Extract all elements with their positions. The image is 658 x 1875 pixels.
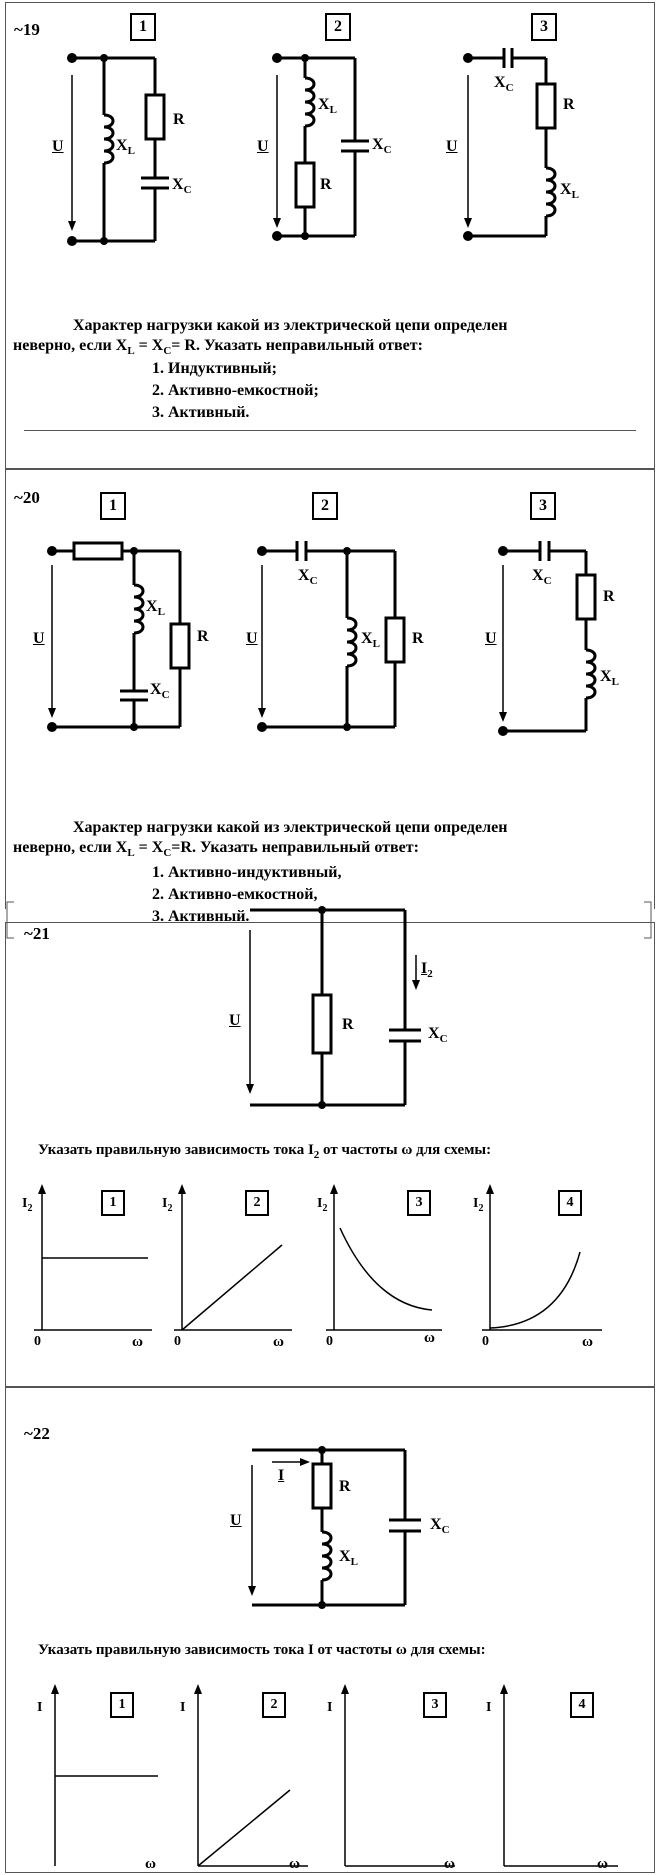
graph-number-3: 3 bbox=[407, 1190, 431, 1216]
inductance-label: $X_L$ bbox=[600, 668, 619, 689]
graph-number-3: 3 bbox=[423, 1692, 447, 1718]
resistor-label: R bbox=[342, 1016, 354, 1033]
resistor-label: R bbox=[320, 176, 332, 193]
inductance-label: $X_L$ bbox=[339, 1548, 358, 1569]
answer-option[interactable]: 2. Активно-емкостной; bbox=[152, 382, 319, 399]
graph-number-2: 2 bbox=[245, 1190, 269, 1216]
answer-option[interactable]: 1. Индуктивный; bbox=[152, 360, 277, 377]
capacitance-label: $X_C$ bbox=[494, 74, 514, 95]
current-label: I bbox=[278, 1467, 285, 1484]
circuit-number-3: 3 bbox=[531, 13, 557, 41]
voltage-label: U bbox=[229, 1012, 241, 1029]
circuit-number-3: 3 bbox=[530, 492, 556, 520]
y-axis-label: I bbox=[180, 1700, 186, 1715]
current-label: $I_2$ bbox=[421, 960, 433, 981]
circuit-number-2: 2 bbox=[325, 13, 351, 41]
graph-number-4: 4 bbox=[558, 1190, 582, 1216]
origin-label: 0 bbox=[326, 1334, 333, 1349]
capacitance-label: $X_C$ bbox=[150, 681, 170, 702]
capacitance-label: $X_C$ bbox=[428, 1025, 448, 1046]
inductance-label: $X_L$ bbox=[318, 96, 337, 117]
inductance-label: $X_L$ bbox=[560, 181, 579, 202]
resistor-label: R bbox=[563, 96, 575, 113]
capacitance-label: $X_C$ bbox=[298, 567, 318, 588]
origin-label: 0 bbox=[482, 1334, 489, 1349]
x-axis-label: ω bbox=[132, 1334, 143, 1350]
question-number: ~19 bbox=[14, 20, 40, 39]
resistor-label: R bbox=[412, 630, 424, 647]
question-number: ~21 bbox=[24, 924, 50, 943]
answer-option[interactable]: 1. Активно-индуктивный, bbox=[152, 864, 342, 881]
capacitance-label: $X_C$ bbox=[532, 567, 552, 588]
y-axis-label: $I_2$ bbox=[22, 1196, 33, 1214]
voltage-label: U bbox=[246, 630, 258, 647]
x-axis-label: ω bbox=[444, 1856, 455, 1872]
question-number: ~20 bbox=[14, 488, 40, 507]
graph-number-1: 1 bbox=[101, 1190, 125, 1216]
voltage-label: U bbox=[257, 138, 269, 155]
y-axis-label: I bbox=[327, 1700, 333, 1715]
answer-option[interactable]: 2. Активно-емкостной, bbox=[152, 886, 318, 903]
voltage-label: U bbox=[52, 138, 64, 155]
question-number: ~22 bbox=[24, 1424, 50, 1443]
x-axis-label: ω bbox=[273, 1334, 284, 1350]
origin-label: 0 bbox=[34, 1334, 41, 1349]
voltage-label: U bbox=[485, 630, 497, 647]
answer-option[interactable]: 3. Активный. bbox=[152, 908, 250, 925]
x-axis-label: ω bbox=[424, 1330, 435, 1346]
question-text: Характер нагрузки какой из электрической цепи определен неверно, если $X_L = X_C=R$. Указать неправильный ответ: bbox=[13, 819, 508, 860]
voltage-label: U bbox=[33, 630, 45, 647]
capacitance-label: $X_C$ bbox=[430, 1516, 450, 1537]
x-axis-label: ω bbox=[597, 1856, 608, 1872]
y-axis-label: $I_2$ bbox=[317, 1196, 328, 1214]
question-text: Указать правильную зависимость тока $I_2$ от частоты ω для схемы: bbox=[38, 1142, 492, 1161]
origin-label: 0 bbox=[174, 1334, 181, 1349]
answer-option[interactable]: 3. Активный. bbox=[152, 404, 250, 421]
x-axis-label: ω bbox=[145, 1856, 156, 1872]
graph-number-1: 1 bbox=[110, 1692, 134, 1718]
circuit-number-1: 1 bbox=[130, 13, 156, 41]
y-axis-label: I bbox=[486, 1700, 492, 1715]
voltage-label: U bbox=[446, 138, 458, 155]
graph-number-2: 2 bbox=[262, 1692, 286, 1718]
y-axis-label: $I_2$ bbox=[162, 1196, 173, 1214]
y-axis-label: I bbox=[37, 1700, 43, 1715]
x-axis-label: ω bbox=[582, 1334, 593, 1350]
x-axis-label: ω bbox=[289, 1856, 300, 1872]
inductance-label: $X_L$ bbox=[146, 598, 165, 619]
resistor-label: R bbox=[603, 588, 615, 605]
y-axis-label: $I_2$ bbox=[473, 1196, 484, 1214]
capacitance-label: $X_C$ bbox=[172, 176, 192, 197]
question-text: Указать правильную зависимость тока I от частоты ω для схемы: bbox=[38, 1642, 486, 1658]
resistor-label: R bbox=[339, 1478, 351, 1495]
circuit-number-1: 1 bbox=[100, 492, 126, 520]
question-text: Характер нагрузки какой из электрической цепи определен неверно, если $X_L = X_C= R$. Указать неправильный ответ: bbox=[13, 317, 508, 358]
inductance-label: $X_L$ bbox=[116, 137, 135, 158]
graph-number-4: 4 bbox=[570, 1692, 594, 1718]
resistor-label: R bbox=[173, 111, 185, 128]
inductance-label: $X_L$ bbox=[361, 630, 380, 651]
resistor-label: R bbox=[197, 628, 209, 645]
capacitance-label: $X_C$ bbox=[372, 136, 392, 157]
circuit-number-2: 2 bbox=[312, 492, 338, 520]
voltage-label: U bbox=[230, 1512, 242, 1529]
